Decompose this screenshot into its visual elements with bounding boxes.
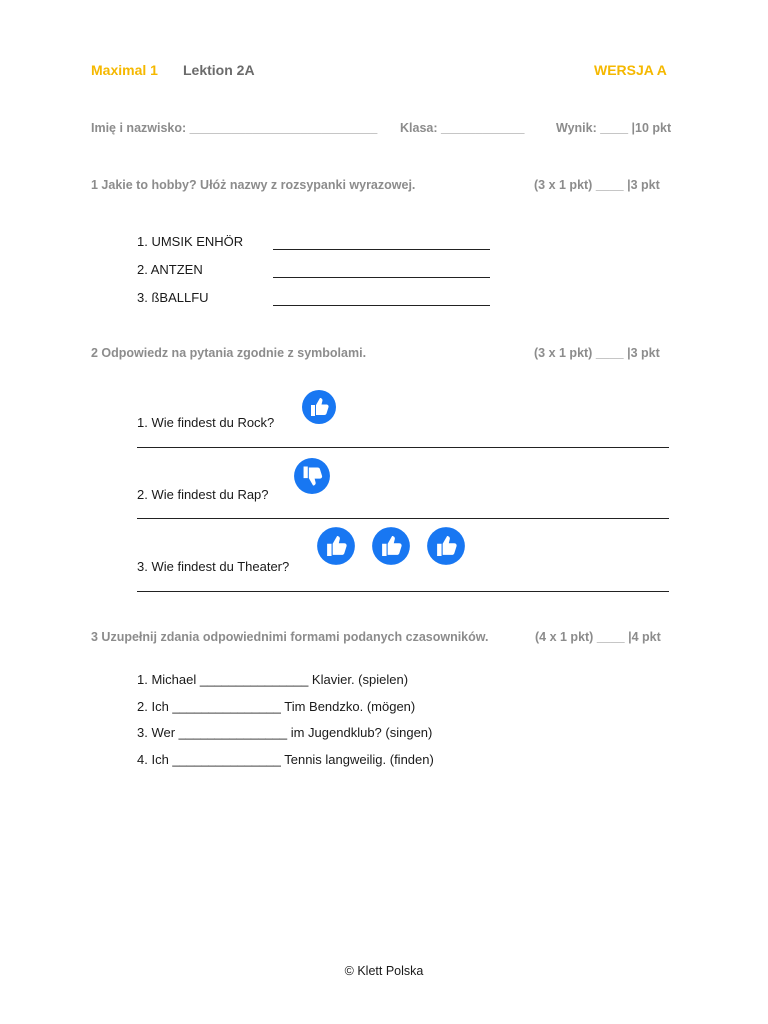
version-label: WERSJA A xyxy=(594,62,667,78)
task1-title: 1 Jakie to hobby? Ułóż nazwy z rozsypanki wyrazowej. xyxy=(91,178,416,192)
answer-line xyxy=(273,277,490,278)
thumbs-up-icon xyxy=(316,526,356,566)
task1-points: (3 x 1 pkt) ____ |3 pkt xyxy=(534,178,660,192)
task3-title: 3 Uzupełnij zdania odpowiednimi formami podanych czasowników. xyxy=(91,630,489,644)
task3-sentence: 3. Wer _______________ im Jugendklub? (singen) xyxy=(137,725,433,740)
task2-question: 2. Wie findest du Rap? xyxy=(137,487,269,502)
answer-line xyxy=(273,249,490,250)
task1-item: 1. UMSIK ENHÖR xyxy=(137,234,244,249)
document-title: Maximal 1 xyxy=(91,62,158,78)
thumbs-up-icon xyxy=(301,389,337,425)
answer-line xyxy=(137,518,669,519)
thumbs-down-icon xyxy=(293,457,331,495)
task3-sentence: 1. Michael _______________ Klavier. (spielen) xyxy=(137,672,409,687)
answer-line xyxy=(273,305,490,306)
class-field: Klasa: ____________ xyxy=(400,121,525,135)
task3-points: (4 x 1 pkt) ____ |4 pkt xyxy=(535,630,661,644)
thumbs-up-icon xyxy=(371,526,411,566)
lesson-label: Lektion 2A xyxy=(183,62,255,78)
answer-line xyxy=(137,591,669,592)
task1-item: 3. ßBALLFU xyxy=(137,290,209,305)
thumbs-up-icon xyxy=(426,526,466,566)
name-field: Imię i nazwisko: ___________________________ xyxy=(91,121,378,135)
copyright-footer: © Klett Polska xyxy=(344,964,424,978)
task3-sentence: 2. Ich _______________ Tim Bendzko. (mögen) xyxy=(137,699,416,714)
answer-line xyxy=(137,447,669,448)
task2-points: (3 x 1 pkt) ____ |3 pkt xyxy=(534,346,660,360)
score-field: Wynik: ____ |10 pkt xyxy=(556,121,672,135)
task1-item: 2. ANTZEN xyxy=(137,262,203,277)
task2-question: 1. Wie findest du Rock? xyxy=(137,415,275,430)
task2-question: 3. Wie findest du Theater? xyxy=(137,559,290,574)
task2-title: 2 Odpowiedz na pytania zgodnie z symbolami. xyxy=(91,346,367,360)
task3-sentence: 4. Ich _______________ Tennis langweilig. (finden) xyxy=(137,752,434,767)
